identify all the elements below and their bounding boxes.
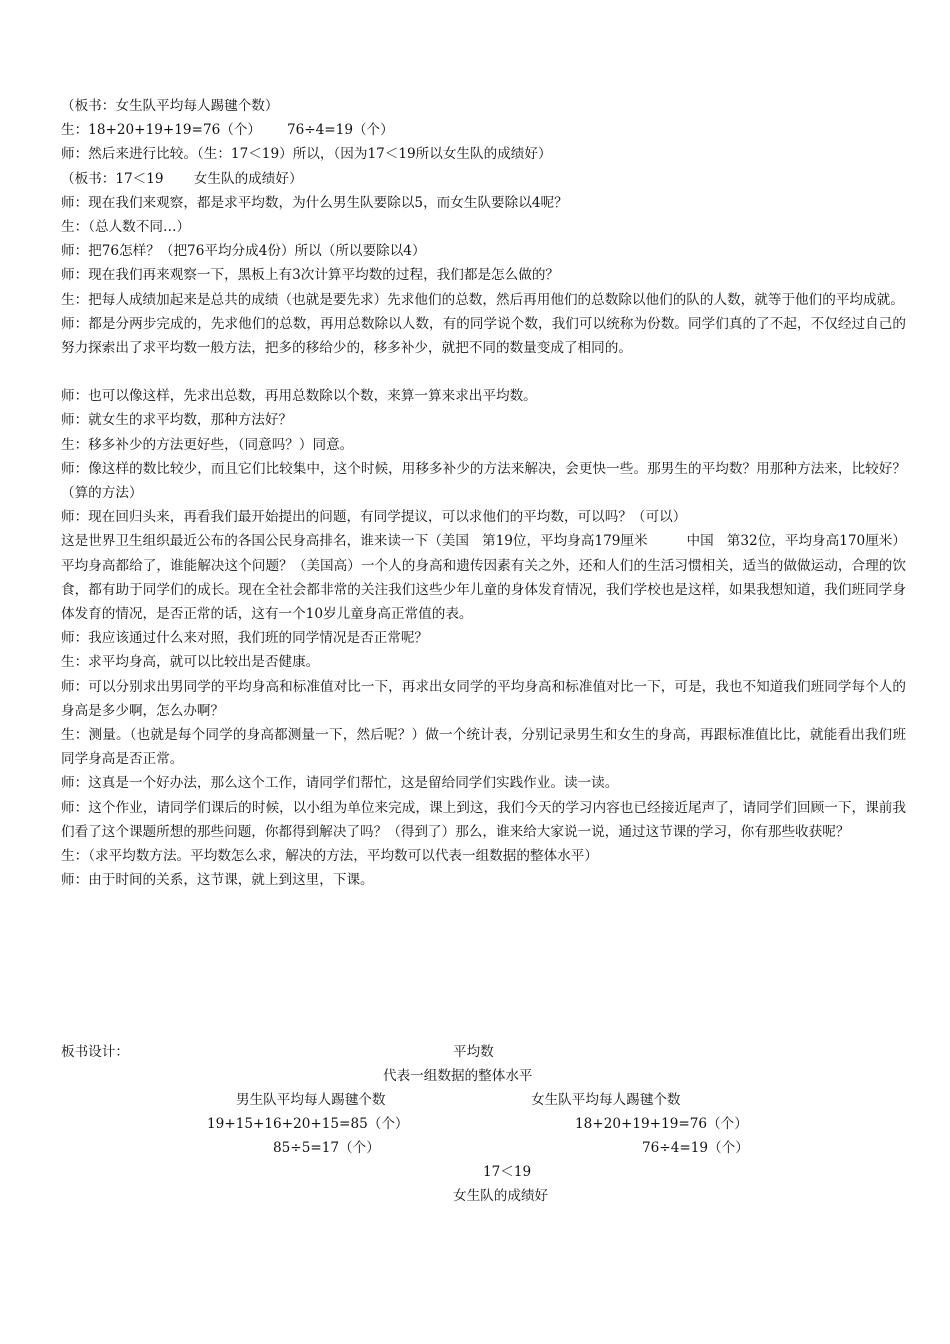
paragraph: 生：（求平均数方法。平均数怎么求，解决的方法，平均数可以代表一组数据的整体水平） <box>61 848 598 865</box>
paragraph: 师：都是分两步完成的，先求他们的总数，再用总数除以人数，有的同学说个数，我们可以统称为份数。同学们真的了不起，不仅经过自己的努力探索出了求平均数一般方法，把多的移给少的，移多补少，就把不同的数量变成了相同的。 <box>61 315 906 357</box>
paragraph: 师：这个作业，请同学们课后的时候，以小组为单位来完成，课上到这，我们今天的学习内容也已经接近尾声了，请同学们回顾一下，课前我们看了这个课题所想的那些问题，你都得到解决了吗？（得到了）那么，谁来给大家说一说，通过这节课的学习，你有那些收获呢？ <box>61 799 906 840</box>
paragraph: 师：由于时间的关系，这节课，就上到这里，下课。 <box>61 872 374 889</box>
paragraph: 师：我应该通过什么来对照，我们班的同学情况是否正常呢？ <box>61 630 429 647</box>
board-subtitle: 代表一组数据的整体水平 <box>383 1068 533 1084</box>
girls-average: 76÷4=19（个） <box>642 1140 749 1156</box>
paragraph: 生：求平均身高，就可以比较出是否健康。 <box>61 654 320 671</box>
girls-heading: 女生队平均每人踢毽个数 <box>531 1092 681 1108</box>
paragraph: 师：现在回归头来，再看我们最开始提出的问题，有同学提议，可以求他们的平均数，可以吗？（可以） <box>61 509 687 526</box>
boys-sum: 19+15+16+20+15=85（个） <box>207 1116 409 1132</box>
paragraph: 生：把每人成绩加起来是总共的成绩（也就是要先求）先求他们的总数，然后再用他们的总数除以他们的队的人数，就等于他们的平均成就。 <box>61 291 904 308</box>
paragraph: 师：现在我们再来观察一下，黑板上有3次计算平均数的过程，我们都是怎么做的？ <box>61 267 560 284</box>
boys-average: 85÷5=17（个） <box>273 1140 380 1156</box>
paragraph: 师：也可以像这样，先求出总数，再用总数除以个数，来算一算来求出平均数。 <box>61 388 537 405</box>
paragraph: 师：像这样的数比较少，而且它们比较集中，这个时候，用移多补少的方法来解决，会更快一些。那男生的平均数？用那种方法来，比较好？（算的方法） <box>61 460 906 502</box>
paragraph: （板书：女生队平均每人踢毽个数） <box>61 98 279 114</box>
conclusion: 女生队的成绩好 <box>453 1188 549 1204</box>
board-title: 平均数 <box>453 1044 494 1060</box>
lesson-transcript <box>61 94 906 893</box>
paragraph: 师：可以分别求出男同学的平均身高和标准值对比一下，再求出女同学的平均身高和标准值对比一下，可是，我也不知道我们班同学每个人的身高是多少啊，怎么办啊？ <box>61 678 906 719</box>
blackboard-design <box>61 1040 906 1230</box>
boys-heading: 男生队平均每人踢毽个数 <box>236 1092 386 1108</box>
paragraph: 师：这真是一个好办法，那么这个工作，请同学们帮忙，这是留给同学们实践作业。读一读。 <box>61 775 619 792</box>
girls-sum: 18+20+19+19=76（个） <box>575 1116 748 1132</box>
paragraph: 生：移多补少的方法更好些，（同意吗？）同意。 <box>61 436 354 453</box>
paragraph: 生：18+20+19+19=76（个） 76÷4=19（个） <box>61 122 394 139</box>
paragraph: 师：把76怎样？（把76平均分成4份）所以（所以要除以4） <box>61 243 426 260</box>
paragraph: 师：现在我们来观察，都是求平均数，为什么男生队要除以5，而女生队要除以4呢？ <box>61 194 568 211</box>
comparison: 17＜19 <box>483 1164 532 1180</box>
paragraph: （板书：17＜19 女生队的成绩好） <box>61 170 303 187</box>
paragraph: 师：就女生的求平均数，那种方法好？ <box>61 412 293 429</box>
paragraph: 师：然后来进行比较。（生：17＜19）所以，（因为17＜19所以女生队的成绩好） <box>61 146 552 163</box>
paragraph: 这是世界卫生组织最近公布的各国公民身高排名，谁来读一下（美国 第19位，平均身高179厘米 中国 第32位，平均身高170厘米）平均身高都给了，谁能解决这个问题？（美国高）一个人的身高和遗传因素有关之外，还和人们的生活习惯相关，适当的做做运动，合理的饮食，都有助于同学们的成长。现在全社会都非常的关注我们这些少年儿童的身体发育情况，我们学校也是这样，如果我想知道，我们班同学身体发育的情况，是否正常的话，这有一个10岁儿童身高正常值的表。 <box>61 533 906 623</box>
paragraph: 生：（总人数不同…） <box>61 219 191 236</box>
board-label: 板书设计： <box>61 1044 129 1060</box>
paragraph: 生：测量。（也就是每个同学的身高都测量一下，然后呢？）做一个统计表，分别记录男生和女生的身高，再跟标准值比比，就能看出我们班同学身高是否正常。 <box>61 727 906 768</box>
blank-line <box>61 360 906 384</box>
